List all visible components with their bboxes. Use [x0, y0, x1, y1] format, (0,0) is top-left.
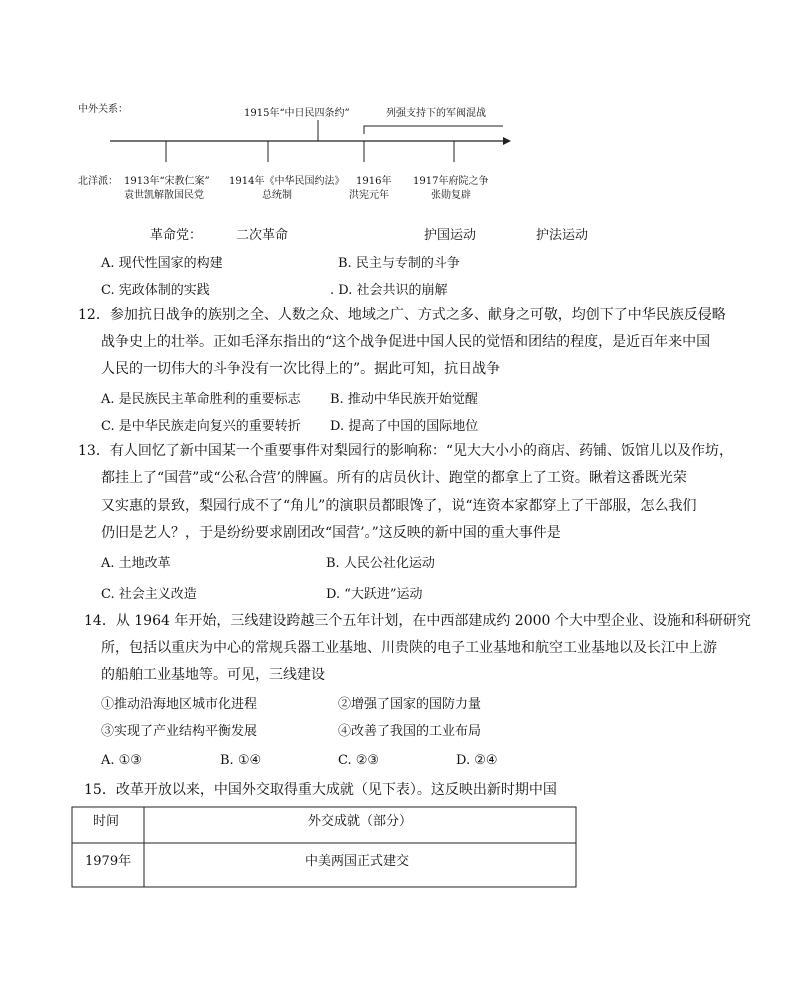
q14-option-b: B. ①④	[220, 753, 262, 768]
q12-option-a: A. 是民族民主革命胜利的重要标志	[101, 392, 301, 407]
timeline-top-event-warlords: 列强支持下的军阀混战	[386, 108, 486, 119]
event-1917-line2: 张勋复辟	[431, 190, 471, 201]
q14-option-a: A. ①③	[101, 753, 142, 768]
table-cell-year: 1979年	[85, 854, 132, 869]
q13-line-4: 仍旧是艺人？，于是纷纷要求剧团改“国营’。”这反映的新中国的重大事件是	[101, 525, 561, 541]
q13-option-a: A. 土地改革	[101, 556, 171, 571]
table-header-time: 时间	[93, 814, 120, 829]
event-1916-line2: 洪宪元年	[349, 190, 389, 201]
event-1916-line1: 1916年	[356, 176, 392, 187]
timeline-arrowhead	[503, 137, 511, 145]
q14-item-4: ④改善了我国的工业布局	[338, 724, 482, 739]
revolution-event-protect-nation: 护国运动	[424, 228, 477, 243]
q12-line-2: 战争史上的壮举。正如毛泽东指出的“这个战争促进中国人民的觉悟和团结的程度，是近百年来中国	[101, 334, 711, 350]
revolution-label: 革命党：	[150, 228, 203, 243]
q13-option-d: D. “大跃进”运动	[326, 587, 423, 602]
q13-line-3: 又实惠的景致，梨园行成不了“角儿”的演职员都眼馋了，说“连资本家都穿上了干部服，怎么我们	[101, 498, 697, 514]
event-1913-line1: 1913年“宋教仁案”	[124, 176, 210, 187]
q14-item-3: ③实现了产业结构平衡发展	[101, 724, 258, 739]
event-1914-line1: 1914年《中华民国约法》	[229, 176, 345, 187]
q14-line-1: 14．从 1964 年开始，三线建设跨越三个五年计划，在中西部建成约 2000 个大中型企业、设施和科研研究	[84, 613, 751, 629]
warlord-bracket	[364, 126, 503, 134]
q12-option-c: C. 是中华民族走向复兴的重要转折	[101, 419, 301, 434]
event-1913-line2: 袁世凯解散国民党	[124, 190, 204, 201]
revolution-event-second: 二次革命	[236, 228, 289, 243]
q12-line-1: 12．参加抗日战争的族别之全、人数之众、地域之广、方式之多、献身之可敬，均创下了中华民族反侵略	[78, 307, 726, 323]
q13-line-2: 都挂上了“国营”或“公私合营’的牌匾。所有的店员伙计、跑堂的都拿上了工资。瞅着这番既光荣	[101, 470, 687, 486]
q11-option-c: C. 宪政体制的实践	[101, 283, 210, 298]
table-cell-achievement: 中美两国正式建交	[305, 854, 410, 869]
event-1917-line1: 1917年府院之争	[413, 176, 489, 187]
timeline-top-event-1915: 1915年“中日民四条约”	[244, 108, 350, 119]
q11-option-d: . D. 社会共识的崩解	[330, 283, 448, 298]
q11-option-b: B. 民主与专制的斗争	[338, 256, 460, 271]
q14-line-2: 所，包括以重庆为中心的常规兵器工业基地、川贵陕的电子工业基地和航空工业基地以及长江中上游	[101, 640, 717, 656]
q13-option-c: C. 社会主义改造	[101, 587, 197, 602]
q14-item-2: ②增强了国家的国防力量	[338, 697, 482, 712]
q13-line-1: 13．有人回忆了新中国某一个重要事件对梨园行的影响称：“见大大小小的商店、药铺、饭馆儿以及作坊，	[78, 443, 733, 459]
table-header-achievement: 外交成就（部分）	[308, 814, 413, 829]
q12-option-d: D. 提高了中国的国际地位	[330, 419, 479, 434]
q11-option-a: A. 现代性国家的构建	[101, 256, 223, 271]
timeline-bottom-label: 北洋派：	[78, 176, 118, 187]
q12-line-3: 人民的一切伟大的斗争没有一次比得上的”。据此可知，抗日战争	[101, 361, 501, 377]
q14-option-c: C. ②③	[338, 753, 380, 768]
q12-option-b: B. 推动中华民族开始觉醒	[330, 392, 478, 407]
q15-line: 15．改革开放以来，中国外交取得重大成就（见下表）。这反映出新时期中国	[84, 782, 557, 798]
q14-item-1: ①推动沿海地区城市化进程	[101, 697, 258, 712]
revolution-event-protect-law: 护法运动	[536, 228, 589, 243]
q14-option-d: D. ②④	[456, 753, 498, 768]
q13-option-b: B. 人民公社化运动	[326, 556, 435, 571]
event-1914-line2: 总统制	[262, 190, 292, 201]
q14-line-3: 的船舶工业基地等。可见，三线建设	[101, 667, 325, 683]
timeline-top-label: 中外关系：	[78, 104, 128, 115]
